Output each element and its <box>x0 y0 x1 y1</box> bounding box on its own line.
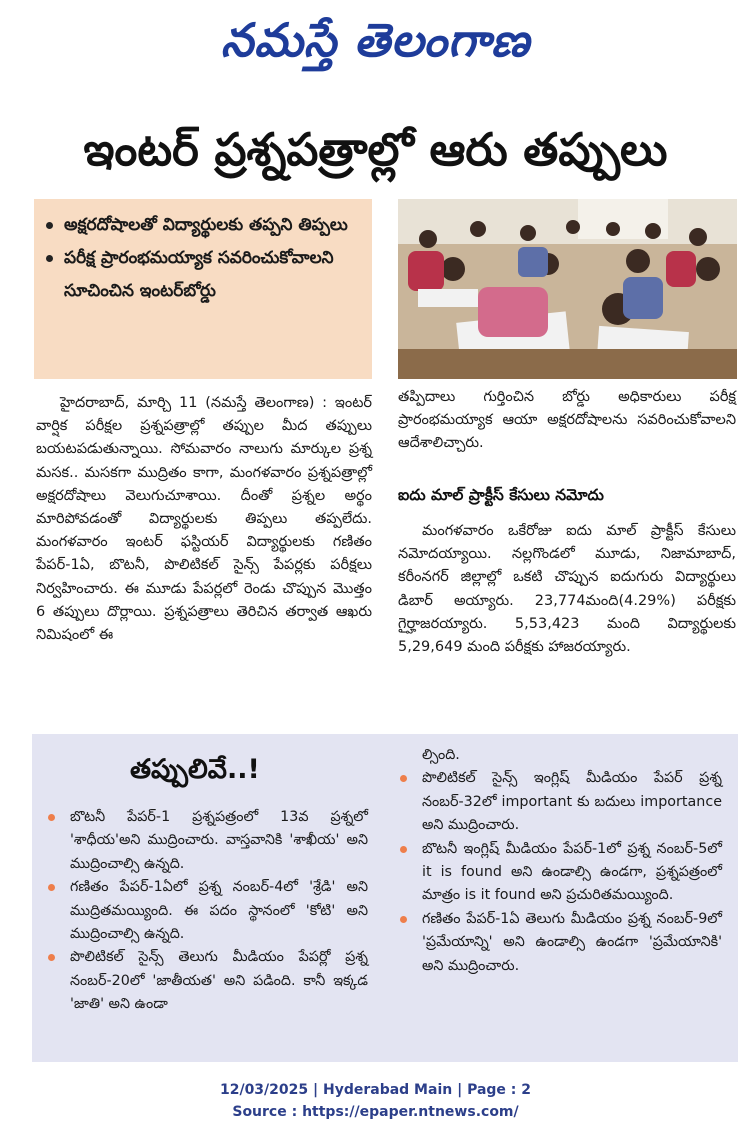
error-text: గణితం పేపర్-1ఏ తెలుగు మీడియం ప్రశ్న నంబర్-9లో 'ప్రమేయాన్ని' అని ఉండాల్సి ఉండగా 'ప్రమేయానికి' అని ముద్రించారు. <box>422 910 722 974</box>
highlight-text: అక్షరదోషాలతో విద్యార్థులకు తప్పని తిప్పలు <box>64 215 348 235</box>
errors-box-title: తప్పులివే..! <box>130 754 260 785</box>
error-item <box>70 806 368 876</box>
error-text: పొలిటికల్ సైన్స్ తెలుగు మీడియం పేపర్లో ప్రశ్న నంబర్-20లో 'జాతీయత' అని పడింది. కానీ ఇక్కడ 'జాతి' అని ఉండా <box>70 949 368 1013</box>
error-item <box>70 946 368 1016</box>
bullet-icon <box>46 255 53 262</box>
error-item <box>422 767 722 837</box>
error-text: బొటనీ ఇంగ్లిష్ మీడియం పేపర్-1లో ప్రశ్న నంబర్-5లో it is found అని ఉండాల్సి ఉండగా, ప్రశ్నపత్రంలో మాత్రం is it found అని ప్రచురితమయ్యింది. <box>422 840 722 904</box>
error-text: బొటనీ పేపర్-1 ప్రశ్నపత్రంలో 13వ ప్రశ్నలో 'శాధీయ'అని ముద్రించారు. వాస్తవానికి 'శాఖీయ' అని ముద్రించాల్సి ఉన్నది. <box>70 809 368 872</box>
error-item <box>422 908 722 978</box>
subhead-malpractice: ఐదు మాల్ ప్రాక్టీస్ కేసులు నమోదు <box>398 486 604 504</box>
highlight-item <box>64 209 360 242</box>
article-column-right-body: మంగళవారం ఒకేరోజు ఐదు మాల్ ప్రాక్టీస్ కేసులు నమోదయ్యాయి. నల్లగొండలో మూడు, నిజామాబాద్, కరీంనగర్ జిల్లాల్లో ఒకటి చొప్పున ఐదుగురు విద్యార్థులు డిబార్ అయ్యారు. 23,774మంది(4.29%) పరీక్షకు గైర్హాజరయ్యారు. 5,53,423 మంది విద్యార్థులకు 5,29,649 మంది పరీక్షకు హాజరయ్యారు. <box>398 523 736 656</box>
bullet-icon <box>400 846 407 853</box>
article-column-left: హైదరాబాద్, మార్చి 11 (నమస్తే తెలంగాణ) : ఇంటర్ వార్షిక పరీక్షల ప్రశ్నపత్రాల్లో తప్పుల మీద తప్పులు బయటపడుతున్నాయి. సోమవారం నాలుగు మార్కుల ప్రశ్న మసక.. మసకగా ముద్రితం కాగా, మంగళవారం ప్రశ్నపత్రాల్లో అక్షరదోషాలు వెలుగుచూశాయి. దీంతో ప్రశ్నల అర్థం మారిపోవడంతో విద్యార్థులకు తిప్పలు తప్పలేదు. మంగళవారం ఇంటర్ ఫస్టియర్ విద్యార్థులకు గణితం పేపర్-1ఏ, బొటనీ, పొలిటికల్ సైన్స్ పేపర్లకు పరీక్షలు నిర్వహించారు. ఈ మూడు పేపర్లలో రెండు చొప్పున మొత్తం 6 తప్పులు దొర్లాయి. ప్రశ్నపత్రాలు తెరిచిన తర్వాత ఆఖరు నిమిషంలో ఈ <box>36 395 372 644</box>
exam-hall-photo-illustration <box>398 199 737 379</box>
error-text: పొలిటికల్ సైన్స్ ఇంగ్లిష్ మీడియం పేపర్ ప్రశ్న నంబర్-32లో important కు బదులు importance అని ముద్రించారు. <box>422 770 722 834</box>
bullet-icon <box>48 814 55 821</box>
masthead-logo: నమస్తే తెలంగాణ <box>220 13 531 67</box>
footer-source-link[interactable]: Source : https://epaper.ntnews.com/ <box>232 1104 519 1120</box>
bullet-icon <box>46 222 53 229</box>
footer-date-edition: 12/03/2025 | Hyderabad Main | Page : 2 <box>219 1082 532 1098</box>
highlight-text: పరీక్ష ప్రారంభమయ్యాక సవరించుకోవాలని సూచించిన ఇంటర్‌బోర్డు <box>64 248 334 301</box>
article-column-right-top: తప్పిదాలు గుర్తించిన బోర్డు అధికారులు పరీక్ష ప్రారంభమయ్యాక ఆయా అక్షరదోషాలను సవరించుకోవాలని ఆదేశాలిచ్చారు. <box>398 389 736 452</box>
error-item <box>70 876 368 946</box>
exam-hall-photo <box>398 199 737 379</box>
error-item <box>422 838 722 908</box>
errors-list-right <box>422 744 722 978</box>
bullet-icon <box>400 916 407 923</box>
headline: ఇంటర్ ప్రశ్నపత్రాల్లో ఆరు తప్పులు <box>83 123 668 176</box>
highlights-box <box>34 199 372 379</box>
errors-list-left <box>70 806 368 1017</box>
error-continuation: ల్సింది. <box>422 747 460 763</box>
highlight-item <box>64 242 360 308</box>
error-text: గణితం పేపర్-1ఏలో ప్రశ్న నంబర్-4లో 'శ్రేడి' అని ముద్రితమయ్యింది. ఈ పదం స్థానంలో 'కోటి' అని ముద్రించాల్సి ఉన్నది. <box>70 879 368 943</box>
